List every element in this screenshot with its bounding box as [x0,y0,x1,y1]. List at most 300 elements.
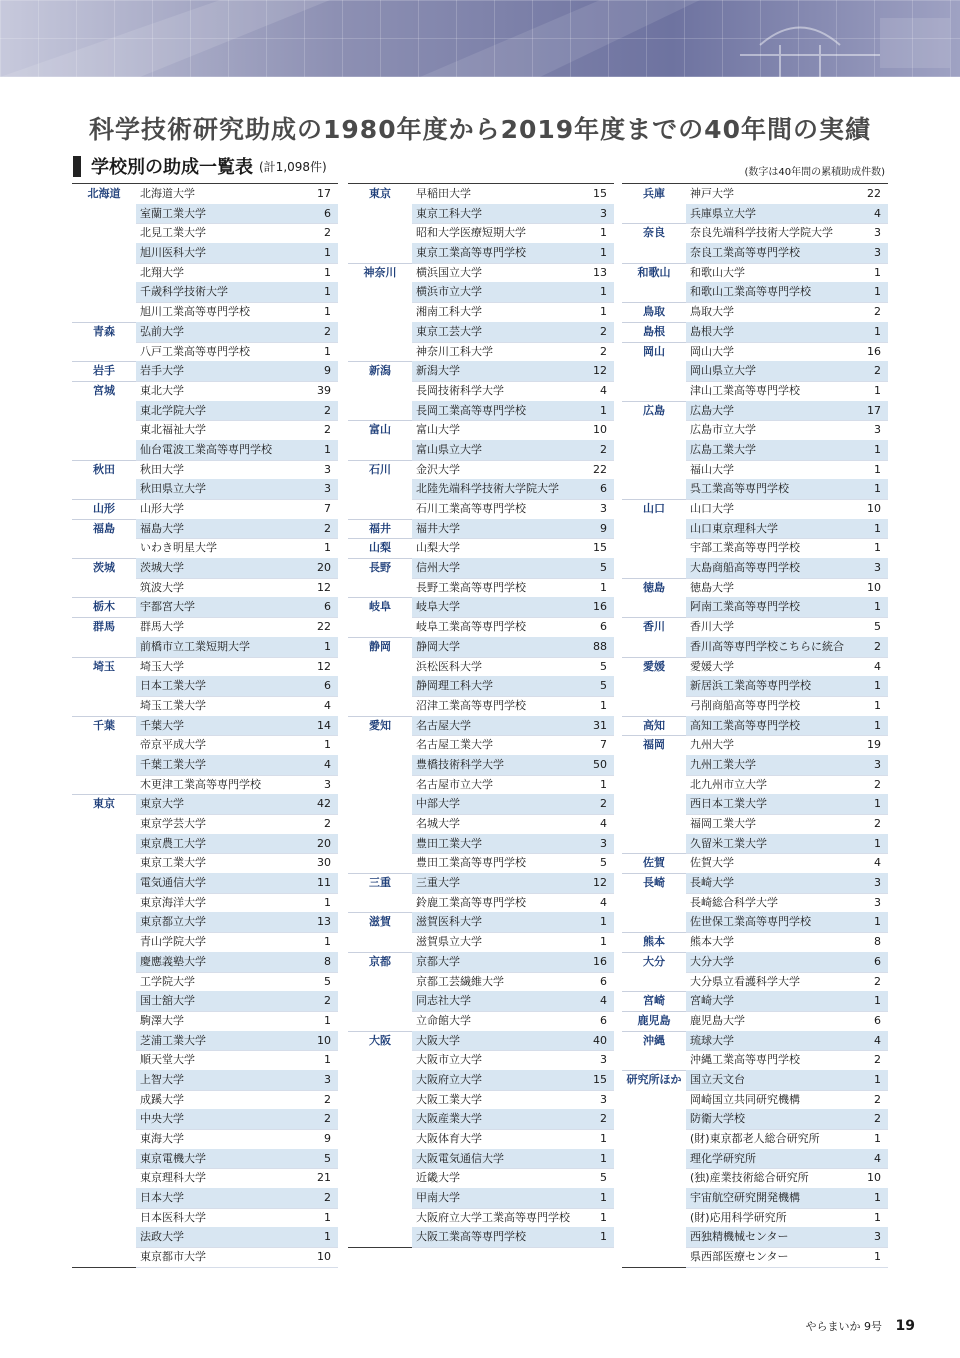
grant-count: 3 [324,462,331,476]
school-name: 順天堂大学 [140,1053,195,1067]
school-name: 西独精機械センター [690,1230,789,1244]
school-name: 大阪工業大学 [416,1092,482,1106]
table-row [72,794,338,814]
prefecture-label: 秋田 [72,460,136,480]
school-name: 名城大学 [416,817,460,830]
school-name: いわき明星大学 [140,541,217,555]
table-row [622,1168,888,1188]
school-name: 千葉大学 [140,718,184,732]
school-name: 木更津工業高等専門学校 [140,777,261,791]
school-name: 駒澤大学 [140,1013,184,1027]
grant-count: 4 [874,1151,881,1165]
table-row [622,243,888,263]
school-name: 国士舘大学 [140,994,195,1008]
table-row [622,873,888,893]
grant-count: 1 [324,895,331,909]
table-row [348,1188,614,1208]
grant-count: 5 [600,679,607,693]
school-name: 呉工業高等専門学校 [690,482,789,496]
school-name: 長崎大学 [690,876,734,890]
grant-count: 2 [324,423,331,437]
table-row [622,322,888,342]
school-name: 広島工業大学 [690,442,756,456]
school-name: 岡崎国立共同研究機構 [690,1092,800,1106]
table-row [348,814,614,834]
grant-count: 9 [324,364,331,378]
school-name: 大阪府立大学工業高等専門学校 [416,1210,570,1224]
grant-count: 4 [600,817,607,830]
school-name: 福島大学 [140,521,184,535]
table-row [348,794,614,814]
school-name: 弓削商船高等専門学校 [690,698,800,712]
table-row [622,1208,888,1228]
grant-count: 19 [867,738,881,752]
school-name: 上智大学 [140,1072,184,1086]
table-row [622,991,888,1011]
grant-count: 1 [874,600,881,614]
table-row [622,184,888,204]
school-name: 静岡理工科大学 [416,679,493,693]
grant-count: 9 [324,1132,331,1145]
grant-count: 1 [600,1132,607,1145]
table-row [348,1149,614,1169]
table-row [348,420,614,440]
grant-count: 2 [874,1112,881,1126]
header-banner [0,0,960,77]
table-row [72,578,338,598]
grant-count: 6 [324,679,331,693]
school-name: 秋田大学 [140,462,184,476]
table-row [72,893,338,913]
school-name: 福井大学 [416,521,460,535]
grant-count: 3 [874,226,881,240]
school-name: 早稲田大学 [416,187,471,200]
school-name: 新潟大学 [416,364,460,378]
grant-count: 1 [324,639,331,653]
school-name: 大阪体育大学 [416,1132,482,1145]
grant-count: 1 [874,324,881,338]
grant-count: 6 [324,206,331,220]
prefecture-label: 新潟 [348,361,412,381]
grant-count: 22 [867,187,881,200]
grant-count: 2 [600,344,607,358]
table-row [72,342,338,362]
total-count: (計1,098件) [259,159,327,174]
grant-count: 4 [874,1033,881,1047]
school-name: 山形大学 [140,502,184,515]
school-name: 東京電機大学 [140,1151,206,1165]
grant-count: 2 [874,639,881,653]
grant-count: 22 [593,462,607,476]
table-row [72,912,338,932]
table-row [72,952,338,972]
school-name: 沖縄工業高等専門学校 [690,1053,800,1067]
school-name: 京都工芸繊維大学 [416,974,504,988]
grant-count: 5 [324,1151,331,1165]
table-row [348,676,614,696]
table-row [622,499,888,519]
grant-count: 1 [324,265,331,279]
table-row [72,972,338,992]
school-name: 新居浜工業高等専門学校 [690,679,811,693]
school-name: 東京都市大学 [140,1250,206,1264]
table-row [72,1149,338,1169]
prefecture-label: 東京 [72,794,136,814]
grant-count: 12 [317,659,331,673]
school-name: 工学院大学 [140,974,195,988]
school-name: 電気通信大学 [140,876,206,890]
school-name: 仙台電波工業高等専門学校 [140,442,272,456]
school-name: 青山学院大学 [140,935,206,949]
grant-count: 10 [317,1250,331,1264]
table-row [72,1208,338,1228]
school-name: 久留米工業大学 [690,836,767,850]
school-name: 日本大学 [140,1191,184,1205]
grant-count: 1 [324,1210,331,1224]
table-row [348,952,614,972]
grant-count: 1 [874,698,881,712]
table-row [72,519,338,539]
grant-count: 1 [874,679,881,693]
table-row [72,243,338,263]
table-row [72,184,338,204]
school-name: 岐阜大学 [416,600,460,614]
school-name: 弘前大学 [140,324,184,338]
school-name: 鹿児島大学 [690,1013,745,1027]
school-name: 旭川工業高等専門学校 [140,305,250,319]
prefecture-label: 鳥取 [622,302,686,322]
school-name: 北見工業大学 [140,226,206,240]
prefecture-label: 福井 [348,519,412,539]
table-row [348,1109,614,1129]
table-row [622,1011,888,1031]
grant-count: 1 [324,1013,331,1027]
prefecture-label: 香川 [622,617,686,637]
grant-count: 16 [593,954,607,968]
page-title: 科学技術研究助成の1980年度から2019年度までの40年間の実績 [89,115,871,144]
table-row [72,597,338,617]
grant-count: 5 [600,659,607,673]
table-row [622,282,888,302]
table-row [622,696,888,716]
prefecture-label: 石川 [348,460,412,480]
table-row [622,912,888,932]
table-row [622,204,888,224]
school-name: 昭和大学医療短期大学 [416,226,526,240]
school-name: 近畿大学 [416,1171,460,1185]
grant-count: 3 [600,206,607,220]
table-row [348,735,614,755]
prefecture-label: 大阪 [348,1031,412,1051]
grant-count: 12 [593,364,607,378]
grant-count: 2 [874,777,881,791]
grant-count: 5 [600,561,607,575]
table-row [348,972,614,992]
table-row [348,1031,614,1051]
grant-count: 2 [324,1191,331,1205]
grant-count: 3 [600,502,607,515]
school-name: 室蘭工業大学 [140,206,206,220]
table-row [348,1011,614,1031]
grant-count: 6 [874,1013,881,1027]
table-row [622,578,888,598]
table-row [72,322,338,342]
school-name: 湘南工科大学 [416,305,482,319]
prefecture-label: 茨城 [72,558,136,578]
grant-count: 15 [593,541,607,555]
grant-count: 2 [874,1092,881,1106]
grant-count: 3 [600,1092,607,1106]
prefecture-label: 岐阜 [348,597,412,617]
school-name: 岐阜工業高等専門学校 [416,620,526,634]
grant-count: 1 [874,797,881,811]
school-name: 名古屋大学 [416,718,471,732]
school-name: 長崎総合科学大学 [690,895,778,909]
grant-count: 2 [874,305,881,319]
table-note: (数字は40年間の累積助成件数) [744,167,885,178]
table-row [72,420,338,440]
school-name: 東京理科大学 [140,1171,206,1185]
school-name: 北陸先端科学技術大学院大学 [416,482,559,496]
school-name: 豊田工業高等専門学校 [416,856,526,870]
grant-count: 1 [874,442,881,456]
section-heading [73,153,327,179]
school-name: 佐世保工業高等専門学校 [690,915,811,929]
grant-count: 12 [317,580,331,594]
school-name: 防衛大学校 [690,1112,745,1126]
grant-count: 2 [874,974,881,988]
table-row [348,578,614,598]
grant-count: 10 [317,1033,331,1047]
table-row [622,302,888,322]
school-name: (財)東京都老人総合研究所 [690,1132,820,1145]
heading-marker [73,156,81,177]
grant-count: 4 [874,659,881,673]
school-name: 鳥取大学 [690,305,734,319]
grant-count: 10 [593,423,607,437]
grant-count: 4 [874,206,881,220]
table-row [72,1168,338,1188]
table-row [348,401,614,421]
table-column-3 [622,183,888,1268]
table-row [622,1109,888,1129]
grant-count: 5 [874,620,881,634]
grant-count: 1 [600,777,607,791]
table-row [348,204,614,224]
grant-count: 3 [874,876,881,890]
grant-count: 1 [874,462,881,476]
table-row [72,1227,338,1247]
grant-count: 17 [317,187,331,200]
grant-count: 3 [874,423,881,437]
prefecture-label: 長野 [348,558,412,578]
school-name: 九州工業大学 [690,757,756,771]
table-row [348,223,614,243]
school-name: 鈴鹿工業高等専門学校 [416,895,526,909]
table-row [348,834,614,854]
grant-count: 22 [317,620,331,634]
table-row [622,519,888,539]
table-row [348,716,614,736]
school-name: 東京都立大学 [140,915,206,929]
grant-count: 1 [874,1250,881,1264]
table-row [622,932,888,952]
grant-count: 31 [593,718,607,732]
grant-count: 6 [600,1013,607,1027]
table-row [622,381,888,401]
grant-count: 13 [317,915,331,929]
table-row [348,558,614,578]
prefecture-label: 和歌山 [622,263,686,283]
table-row [622,223,888,243]
table-row [622,361,888,381]
school-name: 豊田工業大学 [416,836,482,850]
school-name: 大阪産業大学 [416,1112,482,1126]
table-row [72,1109,338,1129]
table-row [622,420,888,440]
grant-count: 3 [600,1053,607,1067]
grant-count: 6 [874,954,881,968]
table-row [622,617,888,637]
prefecture-label: 沖縄 [622,1031,686,1051]
school-name: 岩手大学 [140,364,184,378]
table-row [622,479,888,499]
school-name: 日本工業大学 [140,679,206,693]
table-row [622,1070,888,1090]
table-row [72,991,338,1011]
grant-count: 3 [874,561,881,575]
grant-count: 15 [593,1072,607,1086]
grant-count: 2 [874,364,881,378]
grant-count: 8 [874,935,881,949]
school-name: 国立天文台 [690,1072,745,1086]
school-name: 福山大学 [690,462,734,476]
table-row [72,204,338,224]
table-row [348,342,614,362]
school-name: 信州大学 [416,561,460,575]
school-name: 長岡工業高等専門学校 [416,403,526,417]
table-column-2 [348,183,614,1248]
table-row [348,479,614,499]
table-row [72,1070,338,1090]
school-name: 大阪府立大学 [416,1072,482,1086]
grant-count: 39 [317,383,331,397]
grant-count: 15 [593,187,607,200]
table-row [72,302,338,322]
school-name: 山口東京理科大学 [690,521,778,535]
table-row [348,282,614,302]
grant-count: 1 [874,1210,881,1224]
table-row [348,637,614,657]
table-row [72,1129,338,1149]
grant-count: 12 [593,876,607,890]
school-name: (独)産業技術総合研究所 [690,1171,809,1185]
school-name: 大島商船高等専門学校 [690,561,800,575]
table-row [72,1011,338,1031]
school-name: 奈良先端科学技術大学院大学 [690,226,833,240]
school-name: 京都大学 [416,954,460,968]
school-name: 神戸大学 [690,187,734,200]
grant-count: 2 [324,1092,331,1106]
prefecture-label: 滋賀 [348,912,412,932]
school-name: 群馬大学 [140,620,184,634]
grant-count: 4 [600,994,607,1008]
table-row [348,991,614,1011]
prefecture-label: 宮崎 [622,991,686,1011]
grant-count: 40 [593,1033,607,1047]
table-row [348,302,614,322]
grant-count: 88 [593,639,607,653]
grant-count: 2 [600,797,607,811]
school-name: 福岡工業大学 [690,817,756,830]
page-number: 19 [895,1318,915,1334]
grant-count: 1 [600,935,607,949]
school-name: 大阪電気通信大学 [416,1151,504,1165]
table-row [622,1050,888,1070]
grant-count: 1 [874,383,881,397]
table-row [72,381,338,401]
grant-count: 14 [317,718,331,732]
prefecture-label: 宮城 [72,381,136,401]
school-name: 岡山大学 [690,344,734,358]
table-row [348,775,614,795]
school-name: 千葉工業大学 [140,757,206,771]
table-row [622,637,888,657]
grant-count: 50 [593,757,607,771]
table-row [348,184,614,204]
school-name: 東京工業高等専門学校 [416,246,526,260]
grant-count: 20 [317,836,331,850]
prefecture-label: 富山 [348,420,412,440]
grant-count: 1 [600,580,607,594]
table-row [72,361,338,381]
table-row [72,538,338,558]
school-name: 帝京平成大学 [140,738,206,752]
table-row [348,696,614,716]
table-row [72,814,338,834]
school-name: 大分大学 [690,954,734,968]
grant-count: 1 [600,226,607,240]
school-name: 旭川医科大学 [140,246,206,260]
prefecture-label: 三重 [348,873,412,893]
prefecture-label: 岡山 [622,342,686,362]
school-name: 長野工業高等専門学校 [416,580,526,594]
school-name: 東京工芸大学 [416,324,482,338]
school-name: 広島大学 [690,403,734,417]
prefecture-label: 山形 [72,499,136,519]
table-row [622,1090,888,1110]
table-row [622,1149,888,1169]
table-row [72,834,338,854]
table-row [348,1070,614,1090]
grant-count: 13 [593,265,607,279]
prefecture-label: 静岡 [348,637,412,657]
grant-count: 1 [600,285,607,299]
table-row [622,735,888,755]
school-name: 香川大学 [690,620,734,634]
page-footer [806,1318,915,1334]
school-name: 大阪大学 [416,1033,460,1047]
prefecture-label: 島根 [622,322,686,342]
table-row [348,361,614,381]
grant-count: 10 [867,502,881,515]
prefecture-label: 愛知 [348,716,412,736]
prefecture-label: 研究所ほか [622,1070,686,1090]
grant-count: 1 [874,1191,881,1205]
prefecture-label: 山口 [622,499,686,519]
grant-count: 2 [324,403,331,417]
grant-count: 9 [600,521,607,535]
